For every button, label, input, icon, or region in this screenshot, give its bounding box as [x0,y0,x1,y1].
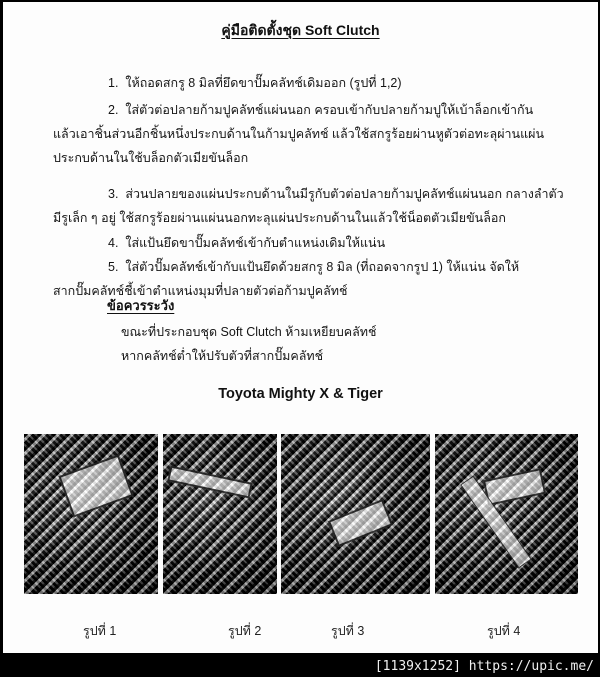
step-number: 3. [108,187,119,201]
figure-caption-2: รูปที่ 2 [228,624,262,638]
step-1 [108,73,402,93]
figure-caption-3: รูปที่ 3 [331,624,365,638]
step-text: ให้ถอดสกรู 8 มิลที่ยึดขาปั๊มคลัทช์เดิมออก (รูปที่ 1,2) [125,76,402,90]
step-text: ส่วนปลายของแผ่นประกบด้านในมีรูกับตัวต่อปลายก้ามปูคลัทช์แผ่นนอก กลางลำตัว [125,187,564,201]
photo-clutch-bracket-4 [435,434,578,594]
step-number: 1. [108,76,119,90]
image-host-watermark: [1139x1252] https://upic.me/ [374,659,594,674]
step-number: 4. [108,236,119,250]
step-text: ใส่แป้นยึดขาปั๊มคลัทช์เข้ากับตำแหน่งเดิมให้แน่น [125,236,386,250]
step-2-line-3: ประกบด้านในใช้บล็อกตัวเมียขันล็อก [53,151,249,165]
warning-heading: ข้อควรระวัง [107,298,175,313]
soft-clutch-bracket-shape [328,499,393,547]
photo-clutch-bracket-3 [281,434,430,594]
step-5-line-2: สากปั๊มคลัทช์ชี้เข้าตำแหน่งมุมที่ปลายตัวต่อก้ามปูคลัทช์ [53,284,348,298]
vehicle-model-heading: Toyota Mighty X & Tiger [218,386,383,402]
document-title [3,20,598,42]
step-5 [108,257,519,277]
photo-engine-bay-2 [163,434,277,594]
scanned-document-page [3,2,598,653]
soft-clutch-bracket-shape [483,468,546,506]
figure-caption-4: รูปที่ 4 [487,624,521,638]
step-2-line-2: แล้วเอาชิ้นส่วนอีกชิ้นหนึ่งประกบด้านในก้ามปูคลัทช์ แล้วใช้สกรูร้อยผ่านหูตัวต่อทะลุผ่านแผ่น [53,127,545,141]
step-3-line-2: มีรูเล็ก ๆ อยู่ ใช้สกรูร้อยผ่านแผ่นนอกทะลุแผ่นประกบด้านในแล้วใช้น็อตตัวเมียขันล็อก [53,211,506,225]
figure-caption-1: รูปที่ 1 [83,624,117,638]
step-3 [108,184,564,204]
clutch-rod-shape [167,465,252,498]
bracket-shape [58,454,133,517]
photo-engine-bay-1 [24,434,158,594]
step-text: ใส่ตัวต่อปลายก้ามปูคลัทช์แผ่นนอก ครอบเข้ากับปลายก้ามปูให้เบ้าล็อกเข้ากัน [125,103,534,117]
step-4 [108,233,385,253]
step-number: 5. [108,260,119,274]
document-title-text: คู่มือติดตั้งชุด Soft Clutch [221,22,380,38]
warning-line-1: ขณะที่ประกอบชุด Soft Clutch ห้ามเหยียบคลัทช์ [121,325,377,339]
step-text: ใส่ตัวปั๊มคลัทช์เข้ากับแป้นยึดด้วยสกรู 8 มิล (ที่ถอดจากรูป 1) ให้แน่น จัดให้ [125,260,520,274]
warning-line-2: หากคลัทช์ต่ำให้ปรับตัวที่สากปั๊มคลัทช์ [121,349,324,363]
step-number: 2. [108,103,119,117]
step-2 [108,100,533,120]
